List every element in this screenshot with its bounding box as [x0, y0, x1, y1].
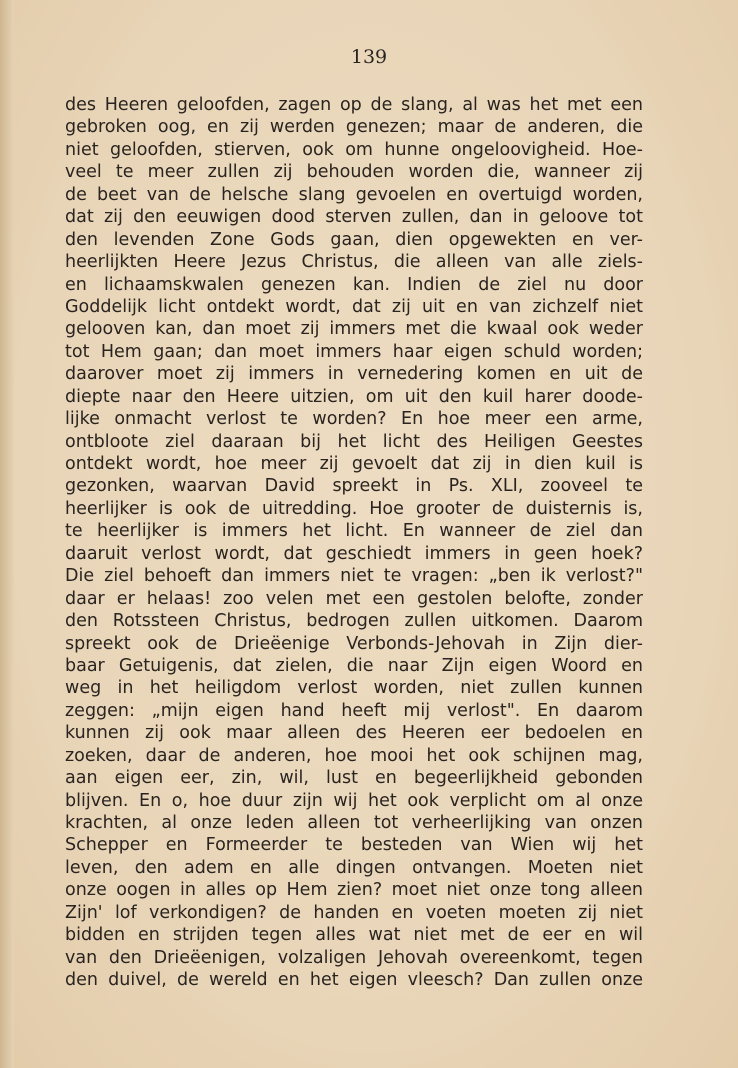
text-line: den duivel, de wereld en het eigen vleesch? Dan zullen onze	[65, 970, 643, 991]
text-line: en lichaamskwalen genezen kan. Indien de ziel nu door	[65, 274, 643, 295]
text-line: veel te meer zullen zij behouden worden die, wanneer zij	[65, 162, 643, 183]
text-line: heerlijker is ook de uitredding. Hoe grooter de duisternis is,	[65, 498, 643, 519]
text-line: Zijn' lof verkondigen? de handen en voeten moeten zij niet	[65, 902, 643, 923]
text-line: dat zij den eeuwigen dood sterven zullen, dan in geloove tot	[65, 207, 643, 228]
text-line: krachten, al onze leden alleen tot verheerlijking van onzen	[65, 813, 643, 833]
text-line: zoeken, daar de anderen, hoe mooi het ook schijnen mag,	[65, 745, 643, 766]
text-line: gezonken, waarvan David spreekt in Ps. XLI, zooveel te	[65, 476, 643, 497]
text-line: blijven. En o, hoe duur zijn wij het ook verplicht om al onze	[65, 790, 643, 811]
text-line: zeggen: „mijn eigen hand heeft mij verlost". En daarom	[65, 700, 643, 721]
text-line: daarover moet zij immers in vernedering komen en uit de	[65, 364, 643, 385]
text-line: Schepper en Formeerder te besteden van Wien wij het	[65, 835, 643, 856]
text-line: daar er helaas! zoo velen met een gestolen belofte, zonder	[65, 588, 643, 609]
text-line: ontbloote ziel daaraan bij het licht des Heiligen Geestes	[65, 431, 643, 452]
text-line: gebroken oog, en zij werden genezen; maar de anderen, die	[65, 117, 643, 138]
text-line: tot Hem gaan; dan moet immers haar eigen schuld worden;	[65, 341, 643, 362]
body-text	[65, 94, 643, 992]
text-line: daaruit verlost wordt, dat geschiedt immers in geen hoek?	[65, 543, 643, 564]
text-line: baar Getuigenis, dat zielen, die naar Zijn eigen Woord en	[65, 655, 643, 676]
page-number: 139	[350, 46, 388, 68]
text-line: te heerlijker is immers het licht. En wanneer de ziel dan	[65, 521, 643, 542]
text-line: kunnen zij ook maar alleen des Heeren eer bedoelen en	[65, 723, 643, 744]
text-line: van den Drieëenigen, volzaligen Jehovah overeenkomt, tegen	[65, 947, 643, 968]
text-line: bidden en strijden tegen alles wat niet met de eer en wil	[65, 925, 643, 946]
text-line: heerlijkten Heere Jezus Christus, die alleen van alle ziels-	[65, 252, 643, 273]
text-line: gelooven kan, dan moet zij immers met die kwaal ook weder	[65, 319, 643, 340]
text-line: aan eigen eer, zin, wil, lust en begeerlijkheid gebonden	[65, 768, 643, 789]
text-line: niet geloofden, stierven, ook om hunne ongeloovigheid. Hoe-	[65, 139, 643, 160]
text-line: des Heeren geloofden, zagen op de slang, al was het met een	[65, 95, 643, 115]
text-line: onze oogen in alles op Hem zien? moet niet onze tong alleen	[65, 880, 643, 901]
text-line: den Rotssteen Christus, bedrogen zullen uitkomen. Daarom	[65, 611, 643, 632]
text-line: den levenden Zone Gods gaan, dien opgewekten en ver-	[65, 229, 643, 250]
text-line: Goddelijk licht ontdekt wordt, dat zij uit en van zichzelf niet	[65, 296, 643, 317]
text-line: ontdekt wordt, hoe meer zij gevoelt dat zij in dien kuil is	[65, 454, 643, 474]
text-line: lijke onmacht verlost te worden? En hoe meer een arme,	[65, 409, 643, 430]
text-line: leven, den adem en alle dingen ontvangen. Moeten niet	[65, 857, 643, 878]
text-line: Die ziel behoeft dan immers niet te vragen: „ben ik verlost?"	[65, 566, 643, 587]
text-line: spreekt ook de Drieëenige Verbonds-Jehovah in Zijn dier-	[65, 633, 643, 654]
page-gutter	[0, 0, 14, 1068]
text-line: diepte naar den Heere uitzien, om uit den kuil harer doode-	[65, 386, 643, 407]
text-line: de beet van de helsche slang gevoelen en overtuigd worden,	[65, 184, 643, 205]
text-line: weg in het heiligdom verlost worden, niet zullen kunnen	[65, 678, 643, 699]
